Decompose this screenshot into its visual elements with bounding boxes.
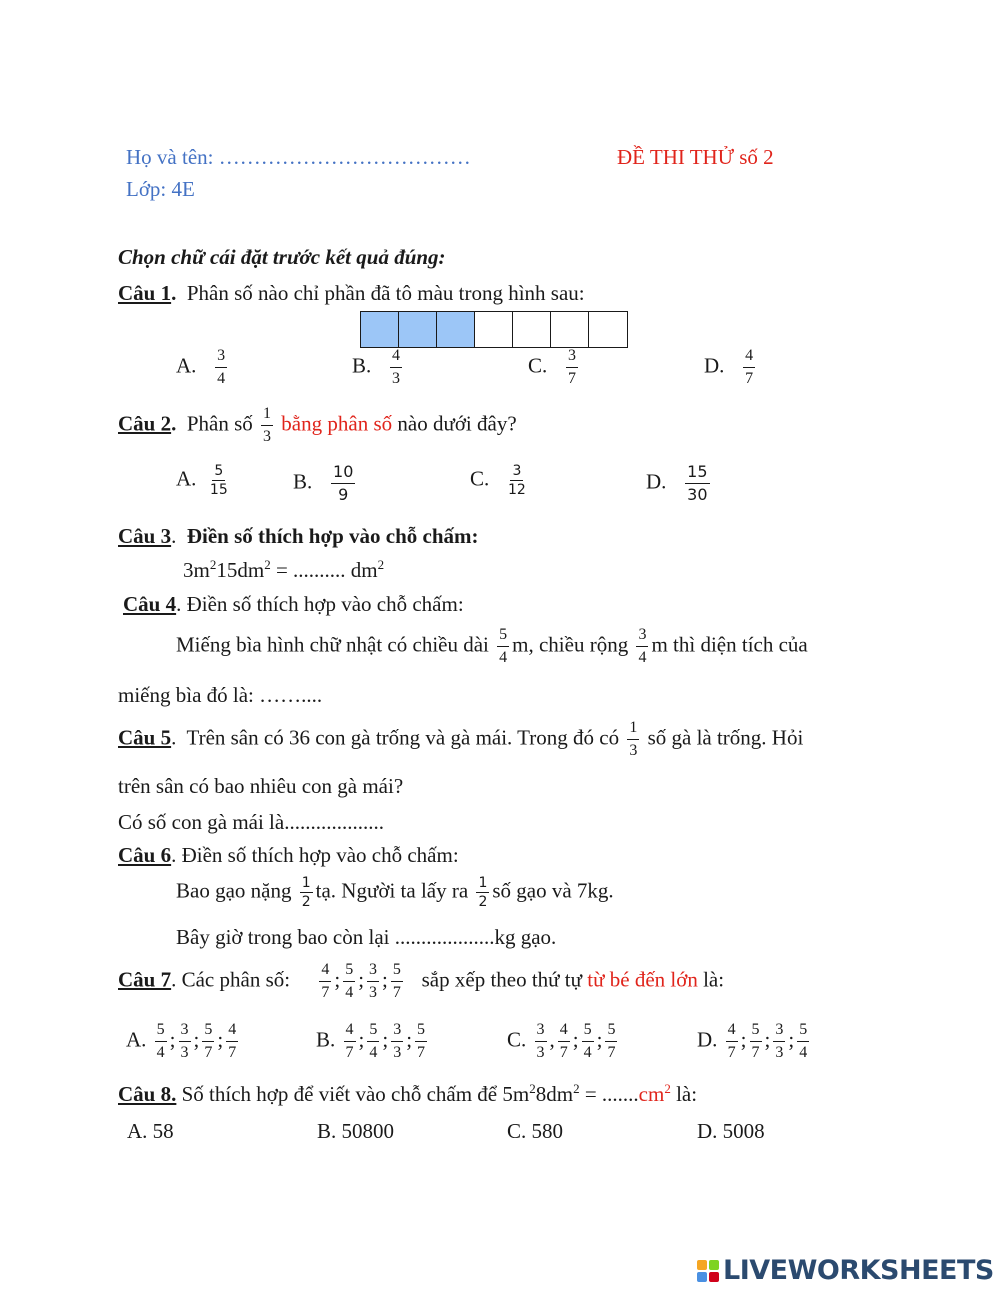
question-2: Câu 2. Phân số $\frac{1}{3}$ bằng phân số nào dưới đây? xyxy=(118,405,517,445)
q2-option-b[interactable]: B. $\frac{10}{9}$ xyxy=(293,462,354,504)
question-1-text: Phân số nào chỉ phần đã tô màu trong hình sau: xyxy=(186,281,585,305)
question-5-label: Câu 5 xyxy=(118,725,172,750)
q2-option-a[interactable]: A. $\frac{5}{15}$ xyxy=(176,463,228,498)
q7-option-c[interactable]: C. $\frac{3}{3}$ , $\frac{4}{7}$ ; $\frac{5}{4}$ ; $\frac{5}{7}$ xyxy=(507,1021,616,1061)
question-6-line1: Bao gạo nặng $\frac{1}{2}$ tạ. Người ta lấy ra $\frac{1}{2}$ số gạo và 7kg. xyxy=(176,875,614,910)
q2-option-c[interactable]: C. $\frac{3}{12}$ xyxy=(470,463,526,498)
question-7-label: Câu 7 xyxy=(118,967,172,992)
q2-option-d[interactable]: D. $\frac{15}{30}$ xyxy=(646,462,708,504)
option-letter: A. xyxy=(176,466,197,491)
option-letter: D. xyxy=(704,353,725,378)
q7-option-b[interactable]: B. $\frac{4}{7}$ ; $\frac{5}{4}$ ; $\frac{3}{3}$ ; $\frac{5}{7}$ xyxy=(316,1021,426,1061)
question-1-label: Câu 1 xyxy=(118,281,172,305)
question-4-label: Câu 4 xyxy=(123,592,177,616)
option-letter: B. xyxy=(293,469,313,494)
exam-title: ĐỀ THI THỬ số 2 xyxy=(617,145,774,169)
q1-option-a[interactable]: A. $\frac{3}{4}$ xyxy=(176,347,226,387)
class-label: Lớp: 4E xyxy=(126,177,195,201)
question-4-text: Điền số thích hợp vào chỗ chấm: xyxy=(186,592,464,616)
logo-text: LIVEWORKSHEETS xyxy=(723,1255,994,1286)
question-1: Câu 1. Phân số nào chỉ phần đã tô màu trong hình sau: xyxy=(118,281,585,305)
option-letter: D. xyxy=(646,469,667,494)
q1-option-c[interactable]: C. $\frac{3}{7}$ xyxy=(528,347,577,387)
q8-option-c[interactable]: C. 580 xyxy=(507,1119,564,1143)
q1-option-b[interactable]: B. $\frac{4}{3}$ xyxy=(352,347,401,387)
grid-cell-empty xyxy=(551,312,589,347)
question-3-label: Câu 3 xyxy=(118,524,172,548)
question-8-label: Câu 8. xyxy=(118,1082,177,1106)
question-2-label: Câu 2 xyxy=(118,411,172,436)
option-letter: B. xyxy=(352,353,372,378)
grid-cell-empty xyxy=(513,312,551,347)
grid-cell-empty xyxy=(475,312,513,347)
grid-cell-filled xyxy=(399,312,437,347)
question-4-line1: Miếng bìa hình chữ nhật có chiều dài $\frac{5}{4}$ m, chiều rộng $\frac{3}{4}$ m thì diện tích của xyxy=(176,626,808,666)
grid-cell-empty xyxy=(589,312,627,347)
q8-option-a[interactable]: A. 58 xyxy=(127,1119,174,1143)
q1-option-d[interactable]: D. $\frac{4}{7}$ xyxy=(704,347,754,387)
question-4-answer[interactable]: miếng bìa đó là: …….... xyxy=(118,683,323,707)
instruction: Chọn chữ cái đặt trước kết quả đúng: xyxy=(118,245,446,269)
grid-cell-filled xyxy=(437,312,475,347)
question-2-text: Phân số xyxy=(186,411,253,436)
fraction-grid xyxy=(360,311,628,348)
question-3: Câu 3. Điền số thích hợp vào chỗ chấm: xyxy=(118,524,479,548)
question-6: Câu 6. Điền số thích hợp vào chỗ chấm: xyxy=(118,843,459,867)
student-name-field[interactable]: Họ và tên: ……………………………… xyxy=(126,145,471,169)
question-7-highlight: từ bé đến lớn xyxy=(587,967,698,992)
question-2-text-end: nào dưới đây? xyxy=(397,411,517,436)
q8-option-b[interactable]: B. 50800 xyxy=(317,1119,395,1143)
question-5-line2: trên sân có bao nhiêu con gà mái? xyxy=(118,774,404,798)
q7-option-a[interactable]: A. $\frac{5}{4}$ ; $\frac{3}{3}$ ; $\frac{5}{7}$ ; $\frac{4}{7}$ xyxy=(126,1021,237,1061)
liveworksheets-logo-icon xyxy=(697,1260,719,1282)
option-letter: C. xyxy=(470,466,490,491)
question-3-text: Điền số thích hợp vào chỗ chấm: xyxy=(186,524,479,548)
question-5: Câu 5. Trên sân có 36 con gà trống và gà mái. Trong đó có $\frac{1}{3}$ số gà là trống. Hỏi xyxy=(118,719,804,759)
question-8: Câu 8. Số thích hợp để viết vào chỗ chấm để $5m^28dm^2 = .......cm^2$ là: xyxy=(118,1081,698,1106)
q7-option-d[interactable]: D. $\frac{4}{7}$ ; $\frac{5}{7}$ ; $\frac{3}{3}$ ; $\frac{5}{4}$ xyxy=(697,1021,808,1061)
question-7: Câu 7. Các phân số: $\frac{4}{7}$ ; $\frac{5}{4}$ ; $\frac{3}{3}$ ; $\frac{5}{7}$ sắp xếp theo thứ tự từ bé đến lớn là: xyxy=(118,961,725,1001)
question-2-highlight: bằng phân số xyxy=(281,411,393,436)
option-letter: C. xyxy=(528,353,548,378)
question-6-answer[interactable]: Bây giờ trong bao còn lại ...................kg gạo. xyxy=(176,925,557,949)
q8-option-d[interactable]: D. 5008 xyxy=(697,1119,765,1143)
option-letter: A. xyxy=(176,353,197,378)
liveworksheets-logo xyxy=(697,1255,994,1286)
question-5-answer[interactable]: Có số con gà mái là................... xyxy=(118,810,384,834)
question-3-answer[interactable]: $3m^215dm^2$ = .......... $dm^2$ xyxy=(183,557,385,582)
question-4: Câu 4. Điền số thích hợp vào chỗ chấm: xyxy=(123,592,464,616)
question-6-label: Câu 6 xyxy=(118,843,172,867)
grid-cell-filled xyxy=(361,312,399,347)
